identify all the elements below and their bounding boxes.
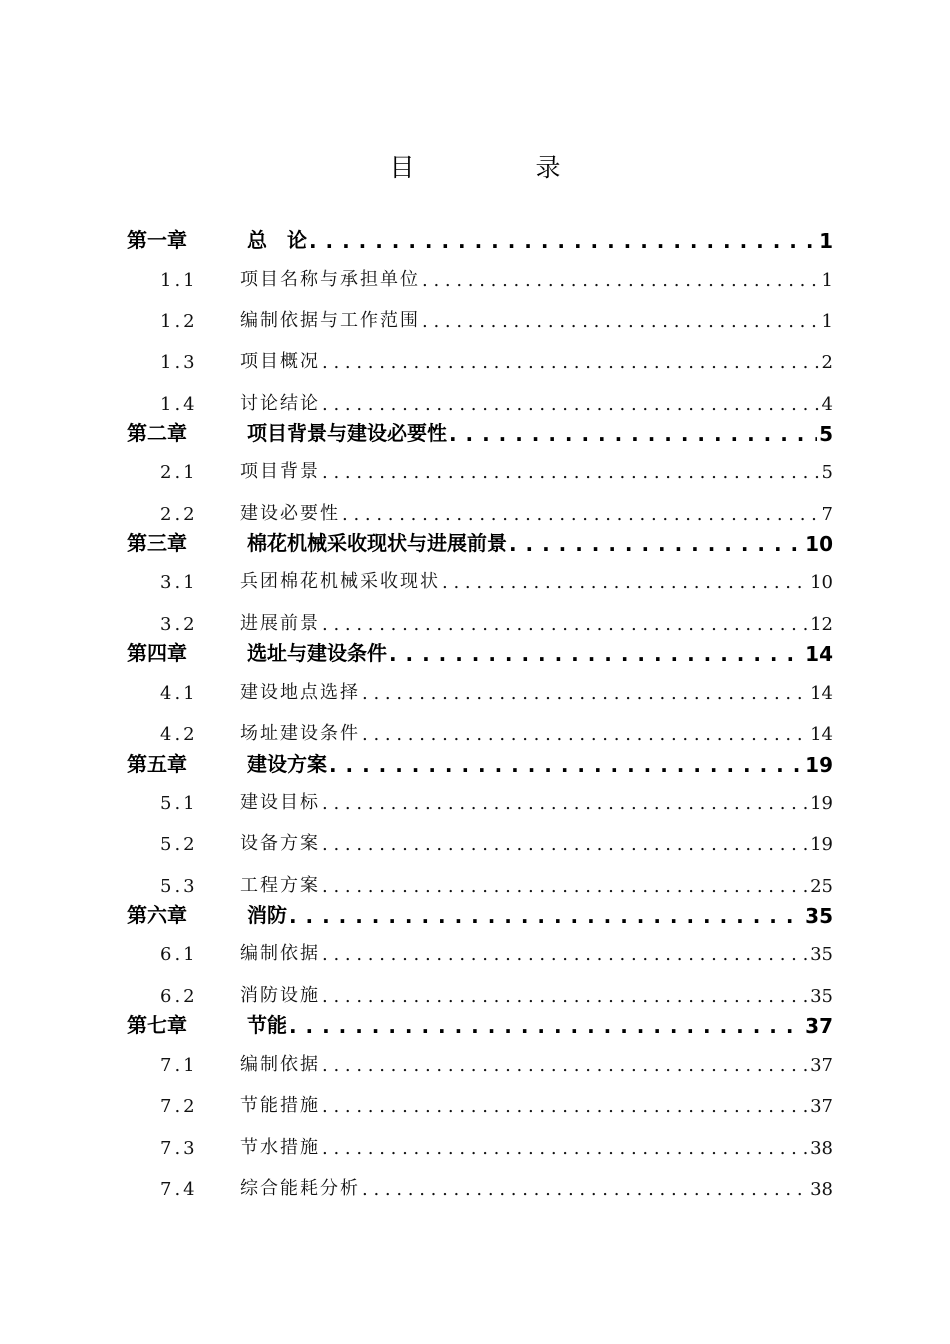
toc-section-1-1[interactable]: [127, 259, 833, 291]
chapter-number: 第三章: [127, 531, 187, 555]
toc-section-5-1[interactable]: [127, 782, 833, 814]
page-number: 14: [805, 642, 833, 666]
dot-leader: [322, 793, 808, 814]
section-title: 项目名称与承担单位: [240, 269, 420, 290]
page-number: 35: [810, 986, 833, 1007]
chapter-number: 第五章: [127, 752, 187, 776]
toc-section-6-1[interactable]: [127, 933, 833, 965]
dot-leader: [322, 352, 820, 373]
section-title: 编制依据: [240, 943, 320, 964]
page-number: 12: [810, 614, 833, 635]
section-title: 消防设施: [240, 985, 320, 1006]
page-number: 10: [805, 532, 833, 556]
dot-leader: [322, 1138, 808, 1159]
section-title: 设备方案: [240, 833, 320, 854]
toc-section-7-2[interactable]: [127, 1085, 833, 1117]
page-number: 7: [821, 504, 833, 525]
toc-section-1-2[interactable]: [127, 300, 833, 332]
toc-section-5-3[interactable]: [127, 865, 833, 897]
dot-leader: [322, 614, 808, 635]
page-number: 1: [821, 311, 833, 332]
toc-section-7-1[interactable]: [127, 1044, 833, 1076]
toc-chapter-6[interactable]: [127, 896, 833, 928]
chapter-number: 第四章: [127, 641, 187, 665]
section-number: 1.1: [160, 270, 198, 291]
page-number: 19: [810, 793, 833, 814]
page-number: 38: [810, 1179, 833, 1200]
dot-leader: [362, 1179, 808, 1200]
section-title: 建设必要性: [240, 503, 340, 524]
toc-chapter-3[interactable]: [127, 524, 833, 556]
toc-section-6-2[interactable]: [127, 975, 833, 1007]
section-number: 4.2: [160, 724, 198, 745]
chapter-number: 第七章: [127, 1013, 187, 1037]
section-title: 项目背景: [240, 461, 320, 482]
section-number: 7.2: [160, 1096, 198, 1117]
page-number: 14: [810, 724, 833, 745]
section-number: 1.2: [160, 311, 198, 332]
toc-section-1-3[interactable]: [127, 341, 833, 373]
toc-section-1-4[interactable]: [127, 383, 833, 415]
page-number: 25: [810, 876, 833, 897]
dot-leader: [422, 270, 820, 291]
toc-section-7-3[interactable]: [127, 1127, 833, 1159]
section-title: 节能措施: [240, 1095, 320, 1116]
dot-leader: [449, 422, 817, 446]
section-title: 编制依据与工作范围: [240, 310, 420, 331]
chapter-title: 消防: [247, 903, 287, 927]
section-title: 建设目标: [240, 792, 320, 813]
chapter-title: 节能: [247, 1013, 287, 1037]
section-title: 工程方案: [240, 875, 320, 896]
toc-section-4-1[interactable]: [127, 672, 833, 704]
toc-chapter-5[interactable]: [127, 745, 833, 777]
section-number: 3.1: [160, 572, 198, 593]
dot-leader: [422, 311, 820, 332]
page-number: 38: [810, 1138, 833, 1159]
section-title: 兵团棉花机械采收现状: [240, 571, 440, 592]
dot-leader: [289, 904, 803, 928]
section-number: 5.3: [160, 876, 198, 897]
toc-section-3-1[interactable]: [127, 561, 833, 593]
section-title: 进展前景: [240, 613, 320, 634]
page-number: 37: [810, 1055, 833, 1076]
dot-leader: [289, 1014, 803, 1038]
chapter-title: 选址与建设条件: [247, 641, 387, 665]
dot-leader: [389, 642, 803, 666]
chapter-number: 第六章: [127, 903, 187, 927]
dot-leader: [342, 504, 820, 525]
page-number: 37: [805, 1014, 833, 1038]
page-number: 14: [810, 683, 833, 704]
page-number: 19: [805, 753, 833, 777]
section-number: 5.2: [160, 834, 198, 855]
dot-leader: [322, 462, 820, 483]
section-number: 5.1: [160, 793, 198, 814]
toc-section-3-2[interactable]: [127, 603, 833, 635]
section-title: 编制依据: [240, 1054, 320, 1075]
page-number: 35: [810, 944, 833, 965]
section-number: 6.1: [160, 944, 198, 965]
toc-section-5-2[interactable]: [127, 823, 833, 855]
dot-leader: [362, 724, 808, 745]
page-number: 1: [821, 270, 833, 291]
chapter-title: 建设方案: [247, 752, 327, 776]
section-title: 综合能耗分析: [240, 1178, 360, 1199]
dot-leader: [322, 876, 808, 897]
section-title: 节水措施: [240, 1137, 320, 1158]
section-number: 2.2: [160, 504, 198, 525]
page-title: 目 录: [389, 153, 609, 182]
section-title: 讨论结论: [240, 393, 320, 414]
section-number: 4.1: [160, 683, 198, 704]
page-number: 4: [821, 394, 833, 415]
page-number: 5: [821, 462, 833, 483]
page-number: 2: [821, 352, 833, 373]
toc-section-2-2[interactable]: [127, 493, 833, 525]
page-number: 1: [819, 229, 833, 253]
dot-leader: [322, 944, 808, 965]
dot-leader: [329, 753, 803, 777]
section-number: 6.2: [160, 986, 198, 1007]
toc-chapter-7[interactable]: [127, 1006, 833, 1038]
section-number: 1.3: [160, 352, 198, 373]
page-number: 5: [819, 422, 833, 446]
page-number: 35: [805, 904, 833, 928]
dot-leader: [509, 532, 803, 556]
dot-leader: [309, 229, 817, 253]
toc-chapter-1[interactable]: [127, 221, 833, 253]
dot-leader: [322, 1096, 808, 1117]
dot-leader: [322, 834, 808, 855]
page-number: 37: [810, 1096, 833, 1117]
toc-chapter-4[interactable]: [127, 634, 833, 666]
chapter-number: 第一章: [127, 228, 187, 252]
toc-chapter-2[interactable]: [127, 414, 833, 446]
page-number: 10: [810, 572, 833, 593]
chapter-title: 棉花机械采收现状与进展前景: [247, 531, 507, 555]
section-number: 2.1: [160, 462, 198, 483]
section-title: 场址建设条件: [240, 723, 360, 744]
section-number: 3.2: [160, 614, 198, 635]
chapter-title: 总 论: [247, 228, 307, 252]
page-number: 19: [810, 834, 833, 855]
dot-leader: [442, 572, 808, 593]
dot-leader: [322, 986, 808, 1007]
toc-section-4-2[interactable]: [127, 713, 833, 745]
dot-leader: [362, 683, 808, 704]
dot-leader: [322, 1055, 808, 1076]
dot-leader: [322, 394, 820, 415]
section-title: 建设地点选择: [240, 682, 360, 703]
section-number: 7.4: [160, 1179, 198, 1200]
section-number: 7.3: [160, 1138, 198, 1159]
toc-section-7-4[interactable]: [127, 1168, 833, 1200]
chapter-number: 第二章: [127, 421, 187, 445]
toc-section-2-1[interactable]: [127, 451, 833, 483]
section-title: 项目概况: [240, 351, 320, 372]
section-number: 7.1: [160, 1055, 198, 1076]
section-number: 1.4: [160, 394, 198, 415]
chapter-title: 项目背景与建设必要性: [247, 421, 447, 445]
